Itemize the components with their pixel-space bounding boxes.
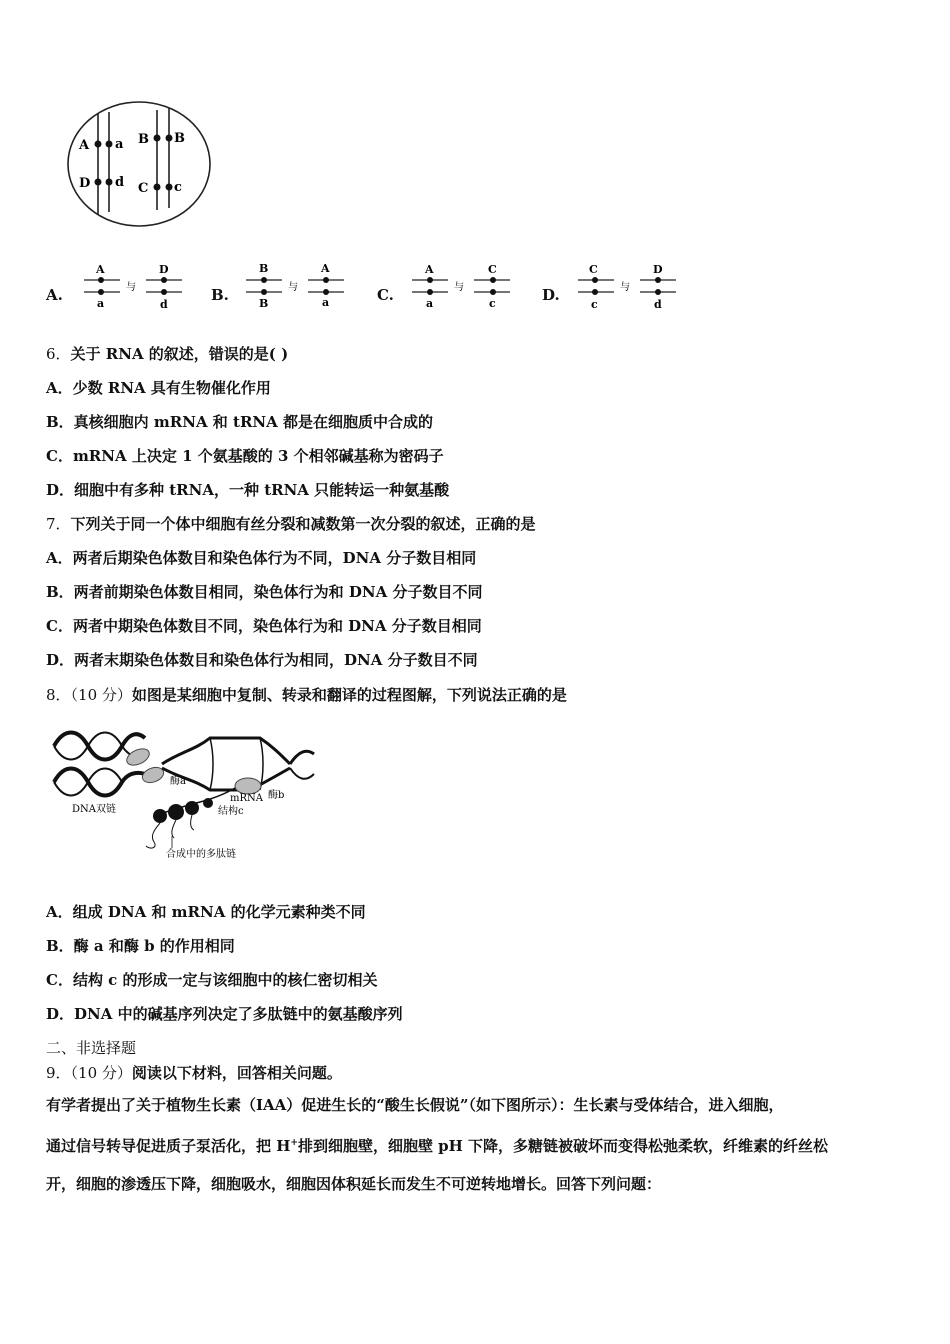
cell-diagram bbox=[66, 96, 216, 232]
q7-option-a[interactable]: A．两者后期染色体数目和染色体行为不同，DNA 分子数目相同 bbox=[46, 549, 477, 567]
svg-text:d: d bbox=[160, 298, 168, 311]
svg-text:d: d bbox=[654, 298, 662, 311]
q6-option-c[interactable]: C．mRNA 上决定 1 个氨基酸的 3 个相邻碱基称为密码子 bbox=[46, 447, 444, 465]
ribosome bbox=[203, 798, 213, 808]
q8-option-b[interactable]: B．酶 a 和酶 b 的作用相同 bbox=[46, 937, 235, 955]
q5-option-b-label[interactable]: B. bbox=[211, 286, 229, 304]
label-enzyme-a: 酶a bbox=[170, 776, 186, 787]
svg-text:B: B bbox=[259, 297, 269, 310]
svg-text:C: C bbox=[488, 263, 497, 276]
svg-text:A: A bbox=[321, 262, 330, 275]
gene-label: c bbox=[174, 180, 182, 195]
q6-option-b[interactable]: B．真核细胞内 mRNA 和 tRNA 都是在细胞质中合成的 bbox=[46, 413, 433, 431]
gene-label: B bbox=[174, 131, 185, 146]
svg-text:A: A bbox=[96, 263, 105, 276]
q5-option-c-figure bbox=[408, 262, 518, 312]
q7-option-d[interactable]: D．两者末期染色体数目和染色体行为相同，DNA 分子数目不同 bbox=[46, 651, 478, 669]
q9-stem bbox=[46, 1063, 342, 1083]
q7-number: 7． bbox=[46, 515, 71, 533]
svg-text:a: a bbox=[426, 297, 434, 310]
label-mrna: mRNA bbox=[230, 793, 263, 804]
q5-option-b-figure bbox=[242, 260, 352, 310]
label-peptide: 合成中的多肽链 bbox=[166, 849, 236, 860]
label-structure-c: 结构c bbox=[218, 806, 244, 817]
section-title: 二、非选择题 bbox=[46, 1039, 137, 1057]
q8-stem bbox=[46, 685, 567, 705]
q9-material bbox=[46, 1086, 906, 1203]
svg-text:c: c bbox=[591, 298, 598, 311]
q8-stem-text: 如图是某细胞中复制、转录和翻译的过程图解，下列说法正确的是 bbox=[131, 686, 567, 704]
gene-label: a bbox=[115, 137, 124, 152]
q7-option-b[interactable]: B．两者前期染色体数目相同，染色体行为和 DNA 分子数目不同 bbox=[46, 583, 483, 601]
label-enzyme-b: 酶b bbox=[268, 790, 285, 801]
q8-option-a[interactable]: A．组成 DNA 和 mRNA 的化学元素种类不同 bbox=[46, 903, 366, 921]
q9-material-line-2: 通过信号转导促进质子泵活化，把 H+排到细胞壁，细胞壁 pH 下降，多糖链被破坏而变得松弛柔软，纤维素的纤丝松 bbox=[46, 1137, 829, 1155]
svg-text:与: 与 bbox=[454, 282, 464, 293]
q5-option-a-label[interactable]: A. bbox=[46, 286, 63, 304]
label-dna: DNA双链 bbox=[72, 804, 116, 815]
q7-stem-text: 下列关于同一个体中细胞有丝分裂和减数第一次分裂的叙述，正确的是 bbox=[70, 515, 536, 533]
q5-option-c-label[interactable]: C. bbox=[377, 286, 394, 304]
svg-text:a: a bbox=[322, 296, 330, 309]
gene-label: C bbox=[138, 181, 149, 196]
q9-score: （10 分） bbox=[70, 1064, 132, 1082]
q8-option-c[interactable]: C．结构 c 的形成一定与该细胞中的核仁密切相关 bbox=[46, 971, 378, 989]
enzyme-a-shape-2 bbox=[140, 765, 165, 786]
gene-label: B bbox=[138, 132, 149, 147]
h-plus-superscript: + bbox=[290, 1138, 298, 1148]
ribosome bbox=[153, 809, 167, 823]
enzyme-b-shape bbox=[235, 778, 261, 794]
ribosome bbox=[168, 804, 184, 820]
q7-stem bbox=[46, 514, 536, 534]
svg-text:与: 与 bbox=[620, 282, 630, 293]
svg-text:a: a bbox=[97, 297, 105, 310]
q9-number: 9． bbox=[46, 1064, 71, 1082]
svg-text:D: D bbox=[159, 263, 169, 276]
q8-option-d[interactable]: D．DNA 中的碱基序列决定了多肽链中的氨基酸序列 bbox=[46, 1005, 403, 1023]
gene-label: d bbox=[115, 175, 125, 190]
q6-option-d[interactable]: D．细胞中有多种 tRNA，一种 tRNA 只能转运一种氨基酸 bbox=[46, 481, 450, 499]
svg-text:与: 与 bbox=[126, 282, 136, 293]
svg-text:B: B bbox=[259, 262, 269, 275]
svg-text:C: C bbox=[589, 263, 598, 276]
svg-text:与: 与 bbox=[288, 282, 298, 293]
svg-text:c: c bbox=[489, 297, 496, 310]
q9-material-line-1: 有学者提出了关于植物生长素（IAA）促进生长的“酸生长假说”（如下图所示）：生长素与受体结合，进入细胞， bbox=[46, 1096, 784, 1114]
ribosome bbox=[185, 801, 199, 815]
cell-membrane bbox=[68, 102, 210, 226]
q8-number: 8． bbox=[46, 686, 71, 704]
q5-option-d-label[interactable]: D. bbox=[542, 286, 560, 304]
gene-label: D bbox=[79, 176, 91, 191]
q5-option-a-figure bbox=[80, 262, 190, 312]
gene-label: A bbox=[79, 138, 90, 153]
q9-material-line-3: 开，细胞的渗透压下降，细胞吸水，细胞因体积延长而发生不可逆转地增长。回答下列问题： bbox=[46, 1175, 662, 1193]
svg-text:D: D bbox=[653, 263, 663, 276]
q6-stem bbox=[46, 344, 288, 364]
q5-option-d-figure bbox=[574, 262, 684, 312]
q6-number: 6． bbox=[46, 345, 71, 363]
enzyme-a-shape-1 bbox=[124, 746, 152, 769]
q9-stem-text: 阅读以下材料，回答相关问题。 bbox=[131, 1064, 342, 1082]
q6-option-a[interactable]: A．少数 RNA 具有生物催化作用 bbox=[46, 379, 271, 397]
svg-text:A: A bbox=[425, 263, 434, 276]
q8-score: （10 分） bbox=[70, 686, 132, 704]
q7-option-c[interactable]: C．两者中期染色体数目不同，染色体行为和 DNA 分子数目相同 bbox=[46, 617, 482, 635]
q6-stem-text: 关于 RNA 的叙述，错误的是( ) bbox=[70, 345, 289, 363]
dna-process-diagram bbox=[50, 724, 320, 864]
